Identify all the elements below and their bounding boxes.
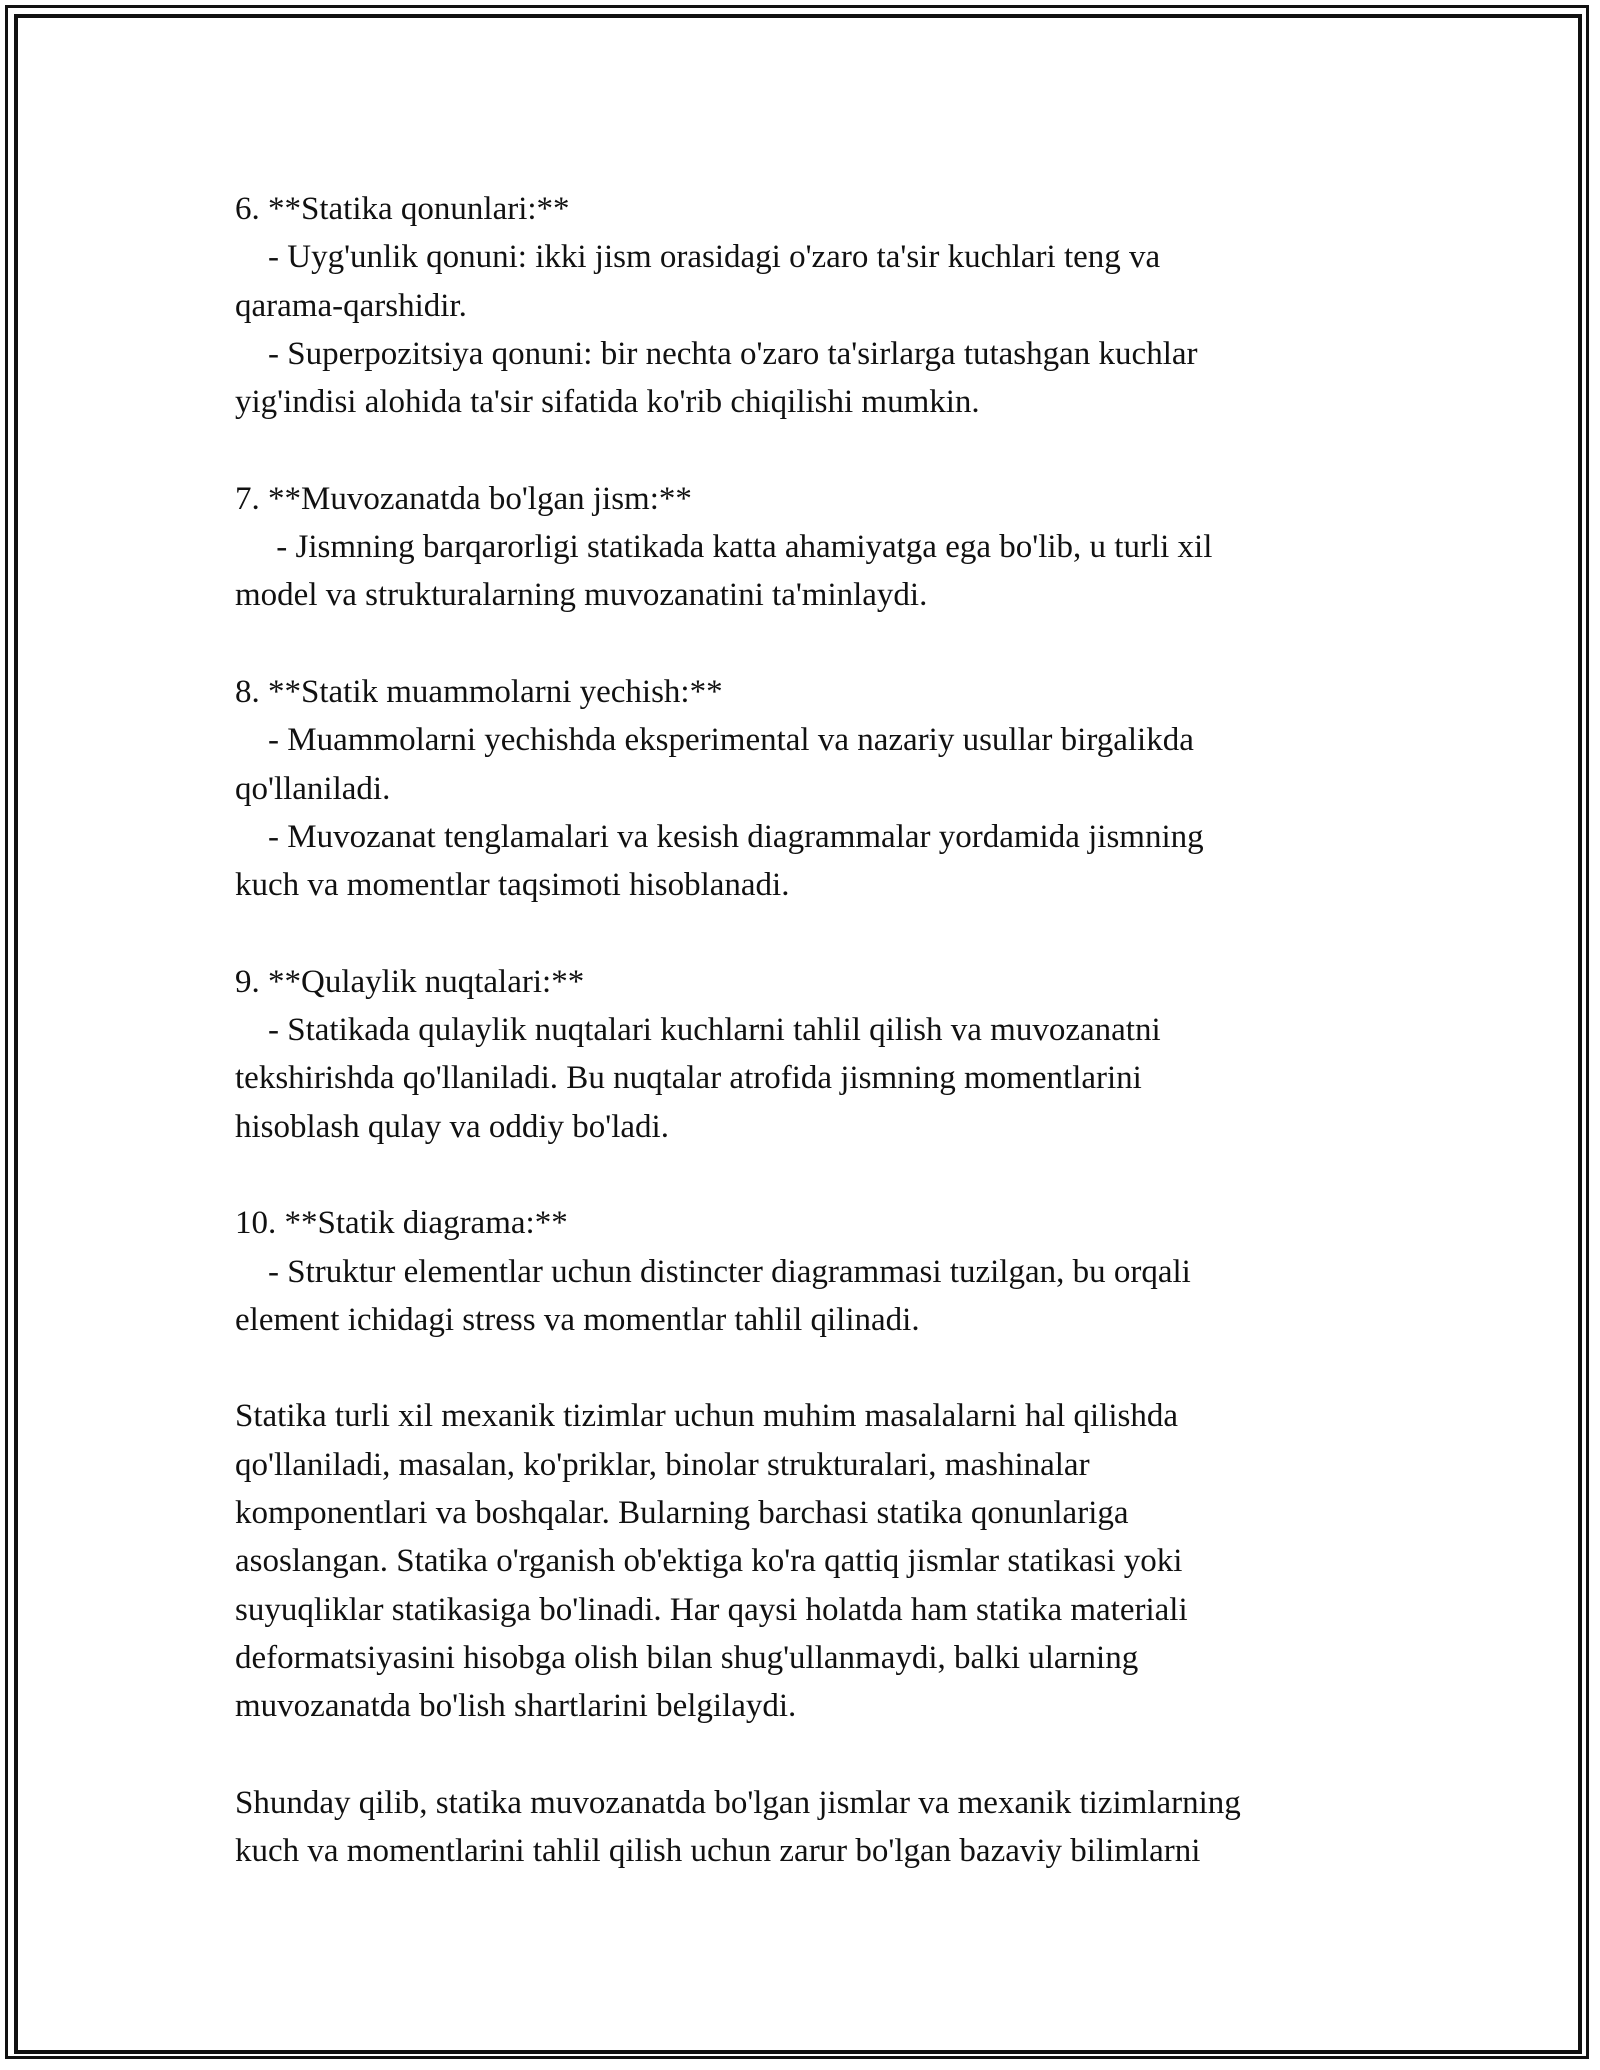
conclusion-paragraph: [235, 1779, 1385, 1876]
paragraph-spacer: [235, 1344, 1385, 1392]
section-6-statika-qonunlari: [235, 185, 1385, 426]
paragraph-spacer: [235, 909, 1385, 957]
text-line: - Superpozitsiya qonuni: bir nechta o'zaro ta'sirlarga tutashgan kuchlar: [235, 335, 1198, 372]
section-8-statik-muammolar: [235, 668, 1385, 909]
paragraph-spacer: [235, 426, 1385, 474]
text-line: deformatsiyasini hisobga olish bilan shug'ullanmaydi, balki ularning: [235, 1639, 1139, 1676]
section-10-statik-diagrama: [235, 1199, 1385, 1344]
paragraph-spacer: [235, 620, 1385, 668]
text-line: - Struktur elementlar uchun distincter diagrammasi tuzilgan, bu orqali: [235, 1253, 1191, 1290]
text-line: - Statikada qulaylik nuqtalari kuchlarni tahlil qilish va muvozanatni: [235, 1012, 1161, 1049]
text-line: asoslangan. Statika o'rganish ob'ektiga ko'ra qattiq jismlar statikasi yoki: [235, 1543, 1183, 1580]
text-line: - Uyg'unlik qonuni: ikki jism orasidagi o'zaro ta'sir kuchlari teng va: [235, 239, 1161, 276]
section-heading: 9. **Qulaylik nuqtalari:**: [235, 963, 585, 1000]
section-heading: 7. **Muvozanatda bo'lgan jism:**: [235, 480, 692, 517]
text-line: Shunday qilib, statika muvozanatda bo'lgan jismlar va mexanik tizimlarning: [235, 1784, 1241, 1821]
text-line: qo'llaniladi, masalan, ko'priklar, binolar strukturalari, mashinalar: [235, 1446, 1090, 1483]
text-line: Statika turli xil mexanik tizimlar uchun muhim masalalarni hal qilishda: [235, 1398, 1179, 1435]
text-line: tekshirishda qo'llaniladi. Bu nuqtalar atrofida jismning momentlarini: [235, 1060, 1142, 1097]
text-line: muvozanatda bo'lish shartlarini belgilaydi.: [235, 1688, 797, 1725]
section-7-muvozanatda: [235, 475, 1385, 620]
text-line: - Jismning barqarorligi statikada katta ahamiyatga ega bo'lib, u turli xil: [235, 529, 1213, 566]
text-line: kuch va momentlar taqsimoti hisoblanadi.: [235, 867, 790, 904]
summary-paragraph: [235, 1392, 1385, 1730]
text-line: qarama-qarshidir.: [235, 287, 467, 324]
paragraph-spacer: [235, 1151, 1385, 1199]
section-heading: 8. **Statik muammolarni yechish:**: [235, 673, 723, 710]
section-heading: 10. **Statik diagrama:**: [235, 1205, 568, 1242]
text-line: - Muammolarni yechishda eksperimental va nazariy usullar birgalikda: [235, 722, 1194, 759]
text-line: - Muvozanat tenglamalari va kesish diagrammalar yordamida jismning: [235, 818, 1204, 855]
text-line: qo'llaniladi.: [235, 770, 391, 807]
text-line: element ichidagi stress va momentlar tahlil qilinadi.: [235, 1301, 920, 1338]
text-line: kuch va momentlarini tahlil qilish uchun zarur bo'lgan bazaviy bilimlarni: [235, 1833, 1201, 1870]
text-line: hisoblash qulay va oddiy bo'ladi.: [235, 1108, 669, 1145]
text-line: komponentlari va boshqalar. Bularning barchasi statika qonunlariga: [235, 1495, 1129, 1532]
document-body: [235, 185, 1385, 1875]
paragraph-spacer: [235, 1731, 1385, 1779]
section-9-qulaylik-nuqtalari: [235, 958, 1385, 1151]
section-heading: 6. **Statika qonunlari:**: [235, 191, 570, 227]
text-line: yig'indisi alohida ta'sir sifatida ko'rib chiqilishi mumkin.: [235, 384, 980, 421]
text-line: suyuqliklar statikasiga bo'linadi. Har qaysi holatda ham statika materiali: [235, 1591, 1188, 1628]
text-line: model va strukturalarning muvozanatini ta'minlaydi.: [235, 577, 928, 614]
